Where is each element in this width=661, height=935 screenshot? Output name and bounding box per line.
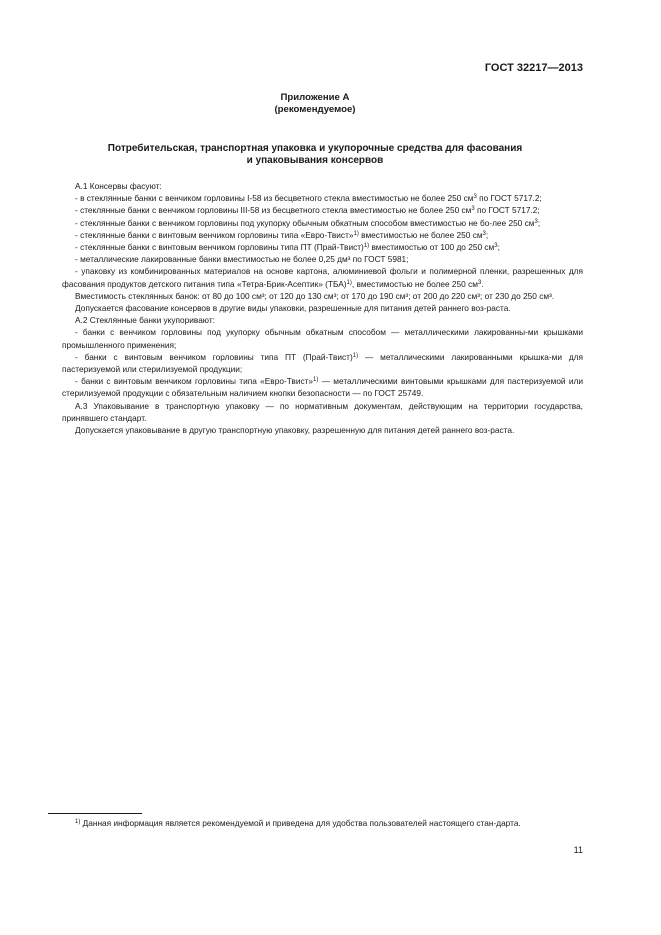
list-item: - в стеклянные банки с венчиком горловины I-58 из бесцветного стекла вместимостью не более 250 $см^3$ по ГОСТ 5717.2; [75, 193, 542, 204]
list-item: - банки с венчиком горловины под укупорку обычным обкатным способом — металлическими лакированны-ми крышками промышленного применения; [62, 327, 583, 350]
appendix-title: Приложение А [280, 92, 350, 103]
list-item: - банки с винтовым венчиком горловины типа ПТ (Прай-Твист)$^{1)}$ — металлическими лакированными крышка-ми для пастеризуемой или стерилизуемой продукции; [62, 351, 583, 375]
paragraph: Допускается упаковывание в другую транспортную упаковку, разрешенную для питания детей раннего воз-раста. [75, 425, 515, 436]
appendix-subtitle: (рекомендуемое) [274, 104, 356, 115]
footnote-marker: 1) [75, 819, 81, 825]
list-item: - стеклянные банки с венчиком горловины под укупорку обычным обкатным способом вместимостью не бо-лее 250 $см^3$; [75, 217, 541, 228]
list-item: - упаковку из комбинированных материалов на основе картона, алюминиевой фольги и полимерной пленки, разрешенных для фасования продуктов детского питания типа «Тетра-Брик-Асептик» (ТБА)$^{1)}$, вместимостью не более 250 $см^3$. [62, 266, 583, 289]
section-title-line-2: и упаковывания консервов [246, 155, 384, 166]
section-title-line-1: Потребительская, транспортная упаковка и укупорочные средства для фасования [107, 143, 523, 154]
appendix-heading [0, 92, 630, 116]
paragraph: А.1 Консервы фасуют: [75, 181, 162, 191]
paragraph: А.2 Стеклянные банки укупоривают: [75, 315, 215, 326]
footnote-separator [48, 813, 142, 814]
list-item: - банки с винтовым венчиком горловины типа «Евро-Твист»$^{1)}$ — металлическими винтовыми крышками для пастеризуемой или стерилизуемой продукции с обязательным наличием кнопки безопасности — по ГОСТ 25749. [62, 376, 584, 399]
list-item: - стеклянные банки с венчиком горловины III-58 из бесцветного стекла вместимостью не более 250 $см^3$ по ГОСТ 5717.2; [75, 205, 540, 216]
footnote [62, 817, 583, 829]
paragraph: А.3 Упаковывание в транспортную упаковку — по нормативным документам, действующим на территории государства, принявшего стандарт. [62, 400, 583, 423]
body-text [62, 180, 583, 436]
section-title [62, 143, 568, 167]
page-number: 11 [573, 845, 583, 855]
paragraph: Допускается фасование консервов в другие виды упаковки, разрешенные для питания детей раннего воз-раста. [75, 303, 511, 314]
paragraph: Вместимость стеклянных банок: от 80 до 100 см³; от 120 до 130 см³; от 170 до 190 см³; от 200 до 220 см³; от 230 до 250 см³. [75, 290, 555, 301]
list-item: - стеклянные банки с винтовым венчиком горловины типа «Евро-Твист»$^{1)}$ вместимостью не более 250 $см^3$; [75, 229, 489, 240]
list-item: - металлические лакированные банки вместимостью не более 0,25 дм³ по ГОСТ 5981; [75, 254, 409, 265]
document-id: ГОСТ 32217—2013 [484, 62, 583, 74]
footnote-text: Данная информация является рекомендуемой и приведена для удобства пользователей настоящего стан-дарта. [80, 818, 521, 828]
list-item: - стеклянные банки с винтовым венчиком горловины типа ПТ (Прай-Твист)$^{1)}$ вместимостью от 100 до 250 $см^3$; [75, 242, 500, 253]
